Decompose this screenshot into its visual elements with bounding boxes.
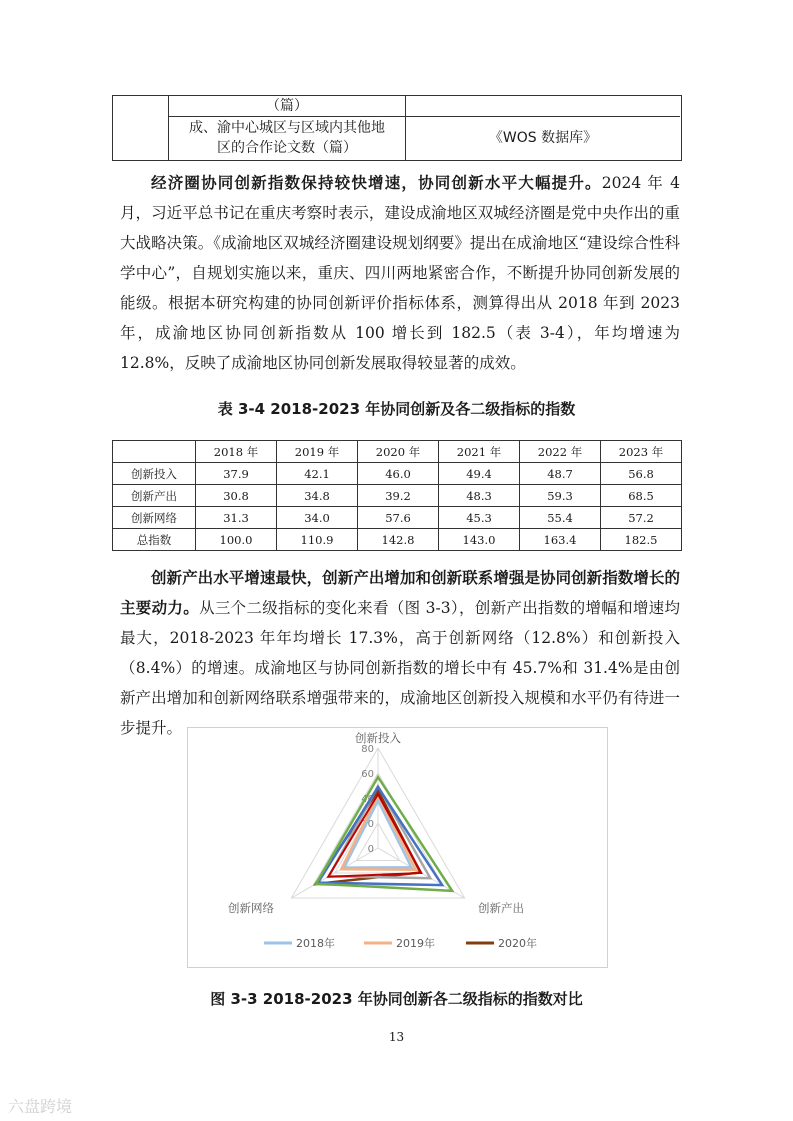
radar-tick-label: 20: [361, 819, 374, 830]
header-cell: 2022 年: [520, 441, 601, 463]
header-cell: 2023 年: [601, 441, 682, 463]
cell-line: 区的合作论文数（篇）: [217, 140, 357, 156]
table-cell: 42.1: [277, 463, 358, 485]
legend-label: 2019年: [396, 937, 435, 950]
table-row: [113, 529, 682, 551]
table-cell: 59.3: [520, 485, 601, 507]
table-cell: 48.3: [439, 485, 520, 507]
table-cell: 68.5: [601, 485, 682, 507]
paragraph-2: [120, 563, 680, 743]
table-header-row: [113, 441, 682, 463]
table-row: [113, 507, 682, 529]
table-cell: 110.9: [277, 529, 358, 551]
paragraph-1: [120, 168, 680, 378]
table-cell: 56.8: [601, 463, 682, 485]
header-cell: 2020 年: [358, 441, 439, 463]
table-row: [113, 485, 682, 507]
radar-axis-label: 创新投入: [355, 731, 401, 745]
index-table: [112, 440, 682, 551]
radar-axis-label: 创新产出: [478, 901, 524, 915]
radar-tick-label: 80: [361, 744, 374, 755]
table-cell: （篇）: [169, 96, 406, 117]
table-caption: 表 3-4 2018-2023 年协同创新及各二级指标的指数: [217, 400, 576, 418]
paragraph-lead: 创新产出水平增速最快，创新产出增加和创新联系增强是协同创新指数增长的主要动力。: [120, 568, 680, 617]
table-cell: 39.2: [358, 485, 439, 507]
table-cell: 55.4: [520, 507, 601, 529]
header-cell: 2018 年: [196, 441, 277, 463]
table-cell: 163.4: [520, 529, 601, 551]
table-row: [113, 463, 682, 485]
table-cell: 48.7: [520, 463, 601, 485]
paragraph-body: 从三个二级指标的变化来看（图 3-3），创新产出指数的增幅和增速均最大，2018-2023 年年均增长 17.3%，高于创新网络（12.8%）和创新投入（8.4%）的增速。成渝地区与协同创新指数的增长中有 45.7%和 31.4%是由创新产出增加和创新网络联系增强带来的，成渝地区创新投入规模和水平仍有待进一步提升。: [120, 599, 680, 737]
table-cell: 45.3: [439, 507, 520, 529]
table-cell: 49.4: [439, 463, 520, 485]
figure-caption: 图 3-3 2018-2023 年协同创新各二级指标的指数对比: [210, 990, 583, 1008]
row-label: 总指数: [113, 529, 196, 551]
header-cell: 2019 年: [277, 441, 358, 463]
table-cell: 31.3: [196, 507, 277, 529]
table-cell: 143.0: [439, 529, 520, 551]
table-cell: 46.0: [358, 463, 439, 485]
radar-chart: [187, 727, 608, 968]
paragraph-lead: 经济圈协同创新指数保持较快增速，协同创新水平大幅提升。: [151, 173, 602, 192]
radar-tick-label: 0: [367, 844, 374, 855]
radar-chart-svg: [188, 728, 607, 967]
legend-label: 2020年: [498, 937, 537, 950]
radar-tick-label: 40: [361, 794, 374, 805]
row-label: 创新投入: [113, 463, 196, 485]
watermark-logo: 六盘跨境: [8, 1097, 73, 1116]
top-table: [112, 95, 682, 161]
table-cell: 57.2: [601, 507, 682, 529]
table-cell: 182.5: [601, 529, 682, 551]
table-cell: 100.0: [196, 529, 277, 551]
header-cell: [113, 441, 196, 463]
table-cell: 《WOS 数据库》: [488, 130, 598, 146]
radar-tick-label: 60: [361, 769, 374, 780]
table-cell: 37.9: [196, 463, 277, 485]
paragraph-body: 2024 年 4 月，习近平总书记在重庆考察时表示，建设成渝地区双城经济圈是党中央作出的重大战略决策。《成渝地区双城经济圈建设规划纲要》提出在成渝地区“建设综合性科学中心”，自规划实施以来，重庆、四川两地紧密合作，不断提升协同创新发展的能级。根据本研究构建的协同创新评价指标体系，测算得出从 2018 年到 2023 年，成渝地区协同创新指数从 100 增长到 182.5（表 3-4），年均增速为 12.8%，反映了成渝地区协同创新发展取得较显著的成效。: [120, 174, 680, 372]
table-cell: 34.8: [277, 485, 358, 507]
row-label: 创新网络: [113, 507, 196, 529]
table-cell-empty: [406, 96, 680, 117]
page-number: 13: [388, 1030, 405, 1044]
table-cell: 57.6: [358, 507, 439, 529]
table-cell-empty: [113, 96, 169, 160]
table-cell: 142.8: [358, 529, 439, 551]
table-cell: [169, 117, 406, 161]
table-cell: 30.8: [196, 485, 277, 507]
row-label: 创新产出: [113, 485, 196, 507]
legend-label: 2018年: [296, 937, 335, 950]
cell-line: 成、渝中心城区与区域内其他地: [189, 120, 385, 136]
table-cell: 34.0: [277, 507, 358, 529]
radar-axis-label: 创新网络: [228, 901, 274, 915]
header-cell: 2021 年: [439, 441, 520, 463]
